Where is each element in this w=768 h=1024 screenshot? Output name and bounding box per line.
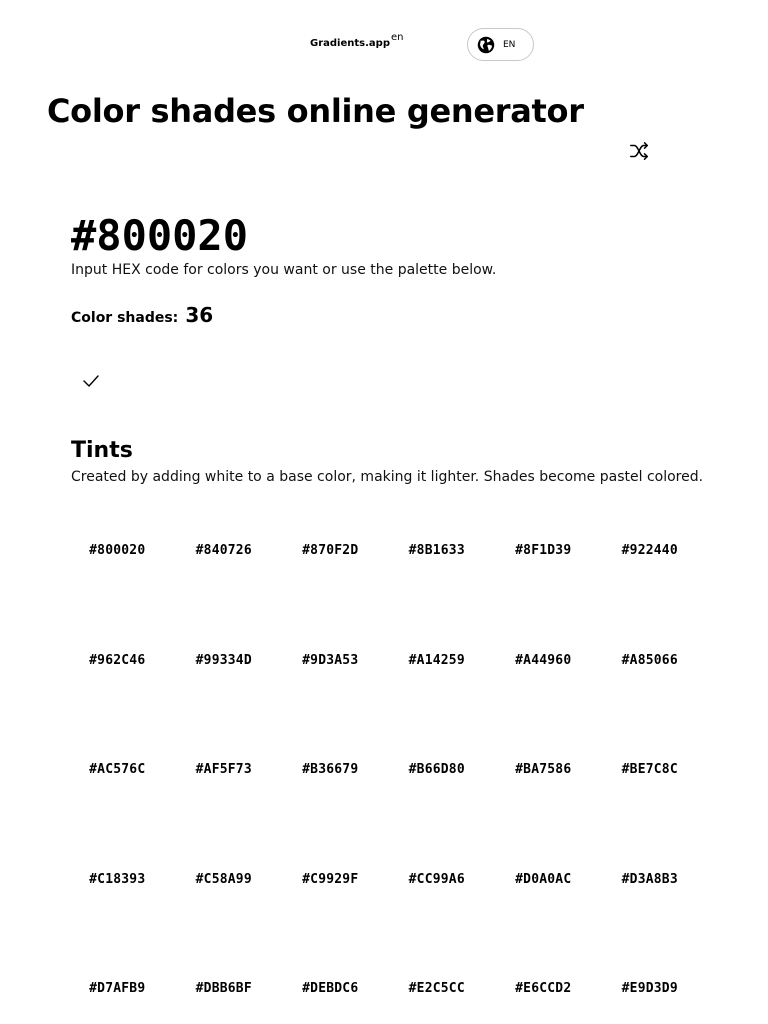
- tint-swatch-code: #840726: [195, 543, 252, 558]
- color-shades-count[interactable]: 36: [185, 303, 214, 327]
- page-title: Color shades online generator: [47, 92, 584, 130]
- tint-swatch-code: #A14259: [408, 652, 465, 668]
- tint-swatch-code: #E9D3D9: [621, 981, 678, 996]
- brand-language-sup: en: [390, 32, 404, 43]
- tint-swatch[interactable]: [490, 948, 597, 1024]
- tint-swatch-code: #A44960: [515, 652, 572, 668]
- tint-swatch-code: #8B1633: [408, 543, 465, 558]
- tint-swatch[interactable]: [64, 729, 171, 839]
- hex-help-text: Input HEX code for colors you want or use the palette below.: [71, 262, 497, 278]
- tint-swatch-code: #870F2D: [302, 543, 359, 558]
- tint-swatch[interactable]: [64, 620, 171, 730]
- tint-swatch-code: #CC99A6: [408, 871, 465, 887]
- tint-swatch[interactable]: [64, 948, 171, 1024]
- tint-swatch-code: #8F1D39: [515, 543, 572, 558]
- tint-swatch[interactable]: [277, 839, 384, 949]
- tint-swatch[interactable]: [597, 620, 704, 730]
- tint-swatch-code: #800020: [89, 543, 146, 558]
- tint-swatch-code: #E2C5CC: [408, 981, 465, 996]
- tint-swatch-code: #DEBDC6: [302, 981, 359, 996]
- tint-swatch-code: #E6CCD2: [515, 981, 572, 996]
- color-shades-row: [71, 303, 213, 327]
- tint-swatch[interactable]: [597, 839, 704, 949]
- tint-swatch[interactable]: [171, 620, 278, 730]
- tint-swatch-code: #D3A8B3: [621, 871, 678, 887]
- brand-name: Gradients.app: [310, 38, 390, 49]
- tint-swatch[interactable]: [171, 948, 278, 1024]
- shuffle-button[interactable]: [628, 140, 650, 162]
- tint-swatch-code: #9D3A53: [302, 652, 359, 668]
- tint-swatch-code: #B66D80: [408, 762, 465, 777]
- tint-swatch[interactable]: [597, 729, 704, 839]
- tints-description: Created by adding white to a base color, making it lighter. Shades become pastel colored.: [71, 469, 704, 485]
- hex-input[interactable]: [71, 208, 471, 262]
- language-label: EN: [503, 39, 516, 50]
- tint-swatch-code: #AC576C: [89, 762, 146, 777]
- globe-icon: [477, 36, 495, 54]
- tint-swatch-code: #C9929F: [302, 871, 359, 887]
- tint-swatch-code: #BE7C8C: [621, 762, 678, 777]
- confirm-check-button[interactable]: [82, 373, 100, 389]
- tint-swatch-code: #DBB6BF: [195, 981, 252, 996]
- tint-swatch-code: #D0A0AC: [515, 871, 572, 887]
- tint-swatch[interactable]: [490, 510, 597, 620]
- tint-swatch[interactable]: [384, 839, 491, 949]
- shuffle-icon: [628, 140, 650, 162]
- tint-swatch[interactable]: [384, 729, 491, 839]
- language-button[interactable]: [467, 28, 534, 61]
- tint-swatch[interactable]: [597, 948, 704, 1024]
- tint-swatch-code: #D7AFB9: [89, 981, 146, 996]
- tint-swatch[interactable]: [277, 948, 384, 1024]
- check-icon: [82, 373, 100, 389]
- tint-swatch[interactable]: [171, 510, 278, 620]
- tint-swatch[interactable]: [277, 620, 384, 730]
- tint-swatch[interactable]: [64, 839, 171, 949]
- tint-swatch[interactable]: [384, 620, 491, 730]
- tint-swatch-code: #BA7586: [515, 762, 572, 777]
- tint-swatch-code: #AF5F73: [195, 762, 252, 777]
- tint-swatch-code: #C58A99: [195, 871, 252, 887]
- tints-grid: [64, 510, 704, 1024]
- tint-swatch[interactable]: [277, 510, 384, 620]
- color-shades-label: Color shades:: [71, 310, 179, 326]
- tint-swatch-code: #C18393: [89, 871, 146, 887]
- tint-swatch[interactable]: [490, 620, 597, 730]
- tint-swatch[interactable]: [384, 510, 491, 620]
- tint-swatch[interactable]: [171, 729, 278, 839]
- tint-swatch-code: #B36679: [302, 762, 359, 777]
- tint-swatch-code: #962C46: [89, 652, 146, 668]
- tint-swatch-code: #A85066: [621, 652, 678, 668]
- tint-swatch[interactable]: [171, 839, 278, 949]
- tint-swatch[interactable]: [384, 948, 491, 1024]
- tints-title: Tints: [71, 438, 133, 463]
- tint-swatch[interactable]: [64, 510, 171, 620]
- tint-swatch-code: #99334D: [195, 652, 252, 668]
- brand-link[interactable]: [310, 32, 404, 49]
- tint-swatch-code: #922440: [621, 543, 678, 558]
- tint-swatch[interactable]: [597, 510, 704, 620]
- tint-swatch[interactable]: [490, 729, 597, 839]
- tint-swatch[interactable]: [490, 839, 597, 949]
- header: [0, 28, 768, 62]
- tint-swatch[interactable]: [277, 729, 384, 839]
